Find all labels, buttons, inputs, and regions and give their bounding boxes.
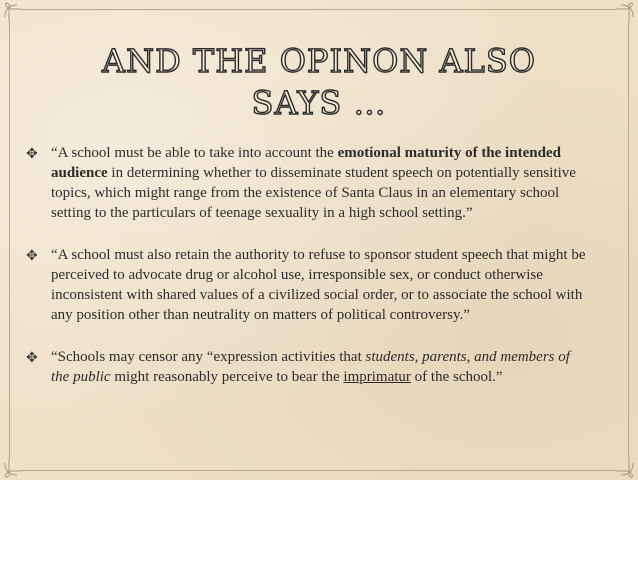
fleuron-bullet-icon: ✥ xyxy=(26,248,38,264)
quote-text: “Schools may censor any “expression activities that xyxy=(51,349,366,365)
corner-ornament-icon xyxy=(615,457,637,479)
quote-text: might reasonably perceive to bear the xyxy=(110,369,344,385)
bullet-list xyxy=(26,143,586,409)
quote-text: in determining whether to disseminate student speech on potentially sensitive topics, which might range from the existence of Santa Claus in an elementary school setting to the particulars of teenage sexuality in a high school setting.” xyxy=(51,165,576,221)
bullet-item xyxy=(26,143,586,223)
fleuron-bullet-icon: ✥ xyxy=(26,146,38,162)
bullet-text xyxy=(51,245,586,325)
bullet-item xyxy=(26,245,586,325)
frame-border-left xyxy=(9,22,10,458)
slide-title-line-1: AND THE OPINON ALSO xyxy=(101,42,537,80)
quote-emphasis: emotional maturity of the intended audience xyxy=(51,145,561,181)
corner-ornament-icon xyxy=(615,1,637,23)
fleuron-bullet-icon: ✥ xyxy=(26,350,38,366)
quote-text: “A school must also retain the authority to refuse to sponsor student speech that might be perceived to advocate drug or alcohol use, irresponsible sex, or conduct otherwise inconsistent with shared values of a civilized social order, or to associate the school with any position other than neutrality on matters of political controversy.” xyxy=(51,247,586,323)
frame-border-right xyxy=(628,22,629,458)
slide-title xyxy=(40,40,598,124)
frame-border-top xyxy=(22,9,616,10)
bullet-text xyxy=(51,347,586,387)
bullet-item xyxy=(26,347,586,387)
bullet-text xyxy=(51,143,586,223)
corner-ornament-icon xyxy=(1,457,23,479)
frame-border-bottom xyxy=(22,470,616,471)
quote-text: “A school must be able to take into account the xyxy=(51,145,338,161)
slide-title-line-2: SAYS … xyxy=(251,84,387,122)
quote-italic: students, parents, and members of the public xyxy=(51,349,570,385)
quote-underlined: imprimatur xyxy=(343,369,411,385)
corner-ornament-icon xyxy=(1,1,23,23)
quote-text: of the school.” xyxy=(410,369,503,385)
